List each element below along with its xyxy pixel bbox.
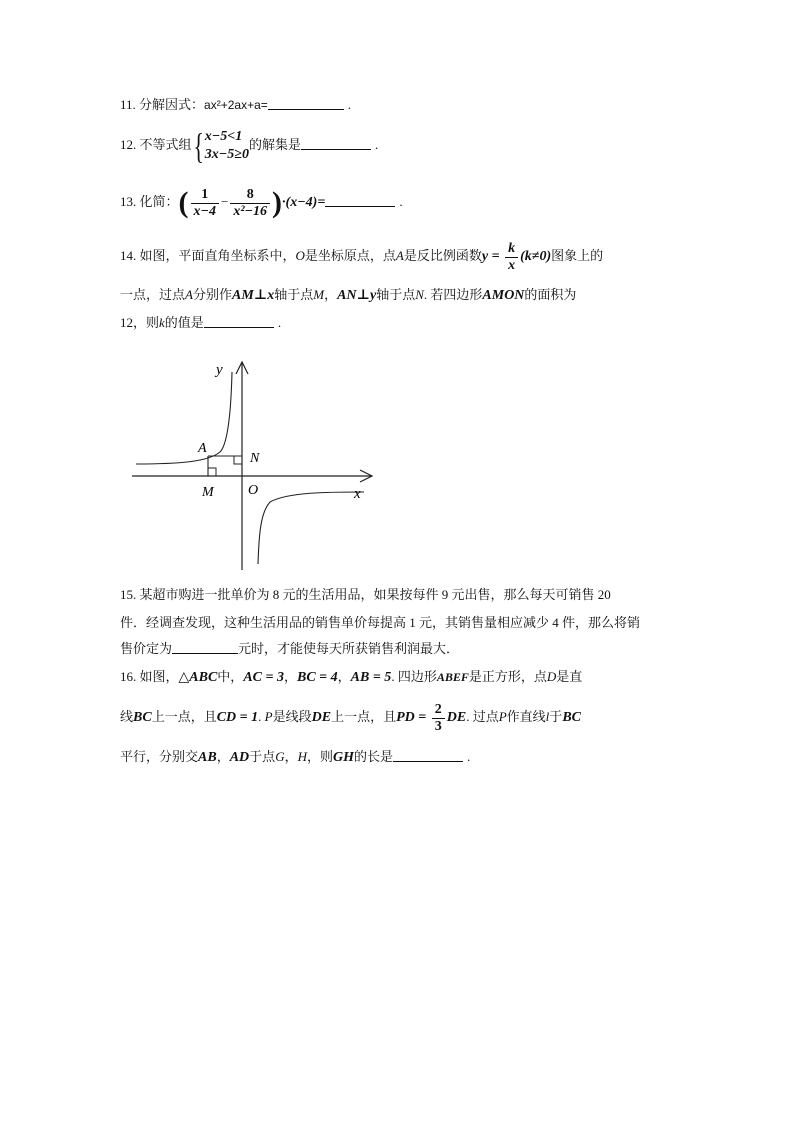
q13-fraction-2 (230, 187, 270, 220)
q16-text-2f: . 过点 (466, 709, 499, 724)
q13-text: 化简： (139, 194, 179, 209)
q16-frac-denominator: 3 (434, 718, 442, 734)
q14-func-eq: = (488, 249, 504, 264)
question-16-line-2 (120, 696, 581, 739)
q12-number: 12. (120, 137, 137, 152)
q16-point-g: G (275, 749, 285, 764)
q16-bc-3: BC (562, 710, 581, 725)
question-14-line-2 (120, 286, 576, 305)
question-12 (120, 126, 379, 167)
q14-func-fraction (505, 241, 518, 274)
q12-text: 不等式组 (139, 137, 192, 152)
q16-pd: PD = (396, 710, 430, 725)
q14-k: k (159, 315, 165, 330)
q11-period: . (347, 97, 352, 112)
label-m: M (202, 485, 214, 500)
question-14-line-3 (120, 314, 281, 332)
question-11 (120, 96, 351, 114)
q11-answer-blank (268, 97, 344, 110)
q11-text: 分解因式： (139, 97, 205, 112)
q13-period: . (399, 194, 403, 209)
q11-number: 11. (120, 97, 136, 112)
q16-sep-3: ， (284, 749, 298, 764)
q16-line-l: l (545, 709, 550, 724)
q16-answer-blank (393, 749, 463, 762)
q12-answer-blank (301, 137, 371, 150)
q16-text-1d: 是正方形，点 (468, 669, 547, 684)
label-y: y (216, 362, 223, 378)
q16-text-3b: ， (216, 749, 230, 764)
right-angle-mark-n (234, 456, 242, 464)
q14-point-o: O (295, 248, 305, 263)
q14-text-3b: 的值是 (164, 315, 204, 330)
hyperbola-branch-upper-left (136, 372, 232, 464)
q16-bc: BC = 4 (296, 670, 338, 685)
q14-comma: ， (324, 287, 338, 302)
q16-triangle: △ABC (178, 670, 218, 685)
label-n: N (250, 451, 260, 466)
q14-func-condition: (k≠0) (520, 249, 552, 264)
q16-text-1a: 如图， (139, 669, 179, 684)
q16-gh: GH (333, 750, 354, 765)
q13-tail: ·(x−4)= (282, 195, 326, 210)
q12-period: . (374, 137, 379, 152)
q16-period: . (467, 749, 471, 764)
q14-text-2d: 轴于点 (376, 287, 416, 302)
q14-text-2f: 的面积为 (524, 287, 577, 302)
q14-text-1a: 如图，平面直角坐标系中， (139, 248, 296, 263)
q13-fraction-1 (191, 187, 219, 220)
q16-point-p-2: P (498, 709, 507, 724)
q14-am-perp: AM⊥x (231, 288, 275, 303)
q13-answer-blank (325, 194, 395, 207)
q13-frac2-numerator: 8 (230, 187, 270, 204)
right-angle-mark-m (208, 468, 216, 476)
inequality-row-2: 3x−5≥0 (204, 147, 249, 163)
q14-point-n: N (415, 287, 424, 302)
q13-frac2-denominator: x²−16 (233, 203, 268, 219)
question-16-line-3 (120, 748, 470, 767)
hyperbola-figure (128, 352, 378, 574)
q14-text-2c: 轴于点 (274, 287, 314, 302)
q16-ac: AC = 3 (243, 670, 284, 685)
q16-ab-2: AB (198, 750, 217, 765)
q14-text-3a: 12，则 (120, 315, 160, 330)
question-15-line-3 (120, 640, 459, 658)
q16-text-3e: 的长是 (354, 749, 394, 764)
q16-fraction (432, 702, 445, 735)
question-16-line-1 (120, 668, 582, 687)
q15-text-3b: 元时，才能使每天所获销售利润最大． (238, 641, 460, 656)
hyperbola-branch-lower-right (258, 492, 364, 564)
q16-point-d: D (546, 669, 557, 684)
q13-frac1-denominator: x−4 (193, 203, 216, 219)
q16-frac-numerator: 2 (432, 702, 445, 719)
q16-point-p: P (264, 709, 273, 724)
q12-after: 的解集是 (248, 137, 301, 152)
q14-func-numerator: k (505, 241, 518, 258)
q14-number: 14. (120, 248, 137, 263)
q14-text-2a: 一点，过点 (120, 287, 186, 302)
q14-func-y: y (481, 249, 489, 264)
q15-text-2: 件．经调查发现，这种生活用品的销售单价每提高 1 元，其销售量相应减少 4 件，那么将销 (120, 615, 641, 630)
q16-text-2a: 线 (120, 709, 134, 724)
right-paren-icon: ) (272, 186, 283, 220)
q16-abef: ABEF (436, 670, 469, 684)
q16-cd: CD = 1 (216, 710, 259, 725)
q16-text-3d: ，则 (306, 749, 333, 764)
q16-sep-1: ， (283, 669, 297, 684)
question-15-line-2 (120, 614, 640, 632)
left-paren-icon: ( (178, 186, 189, 220)
q16-text-3a: 平行，分别交 (120, 749, 199, 764)
q14-text-2b: 分别作 (192, 287, 232, 302)
q16-text-2d: 是线段 (272, 709, 312, 724)
q14-point-a: A (395, 248, 404, 263)
q16-de: DE (311, 710, 332, 725)
q15-answer-blank (172, 641, 238, 654)
question-15-line-1 (120, 586, 611, 604)
q14-answer-blank (204, 315, 274, 328)
q14-period: . (277, 315, 282, 330)
q16-sep-2: ， (337, 669, 351, 684)
q14-func-denominator: x (508, 257, 516, 273)
q16-bc-2: BC (133, 710, 152, 725)
q16-text-1c: . 四边形 (391, 669, 437, 684)
q14-an-perp: AN⊥y (337, 288, 377, 303)
q16-number: 16. (120, 669, 137, 684)
label-a: A (198, 441, 207, 456)
q14-text-1d: 图象上的 (551, 248, 604, 263)
q16-ad: AD (229, 750, 250, 765)
label-o: O (248, 483, 259, 498)
q14-point-a-2: A (185, 287, 193, 302)
q14-point-m: M (313, 287, 325, 302)
q16-point-h: H (297, 749, 307, 764)
q11-expression: ax²+2ax+a= (204, 98, 268, 112)
q13-minus: − (221, 194, 229, 209)
q15-text-1: 某超市购进一批单价为 8 元的生活用品，如果按每件 9 元出售，那么每天可销售 20 (139, 587, 611, 602)
label-x: x (354, 486, 361, 502)
q16-ab: AB = 5 (350, 670, 392, 685)
q14-text-1b: 是坐标原点，点 (304, 248, 396, 263)
q16-text-1e: 是直 (556, 669, 583, 684)
q13-number: 13. (120, 194, 137, 209)
q16-de-2: DE (446, 710, 467, 725)
q14-text-1c: 是反比例函数 (403, 248, 482, 263)
inequality-row-1: x−5<1 (204, 129, 243, 145)
q13-frac1-numerator: 1 (191, 187, 219, 204)
brace-icon: { (192, 126, 204, 167)
q14-text-2e: . 若四边形 (423, 287, 483, 302)
q16-text-2c: . (258, 709, 265, 724)
q15-text-3a: 售价定为 (120, 641, 173, 656)
q16-text-3c: 于点 (249, 749, 276, 764)
q16-text-2g: 作直线 (506, 709, 546, 724)
question-13 (120, 182, 403, 223)
q16-text-2b: 上一点，且 (151, 709, 217, 724)
inequality-system (205, 128, 249, 164)
q16-text-2e: 上一点，且 (331, 709, 397, 724)
q14-amon: AMON (482, 288, 525, 303)
q16-text-1b: 中， (217, 669, 244, 684)
q16-text-2h: 于 (549, 709, 563, 724)
question-14-line-1 (120, 238, 603, 275)
q15-number: 15. (120, 587, 137, 602)
